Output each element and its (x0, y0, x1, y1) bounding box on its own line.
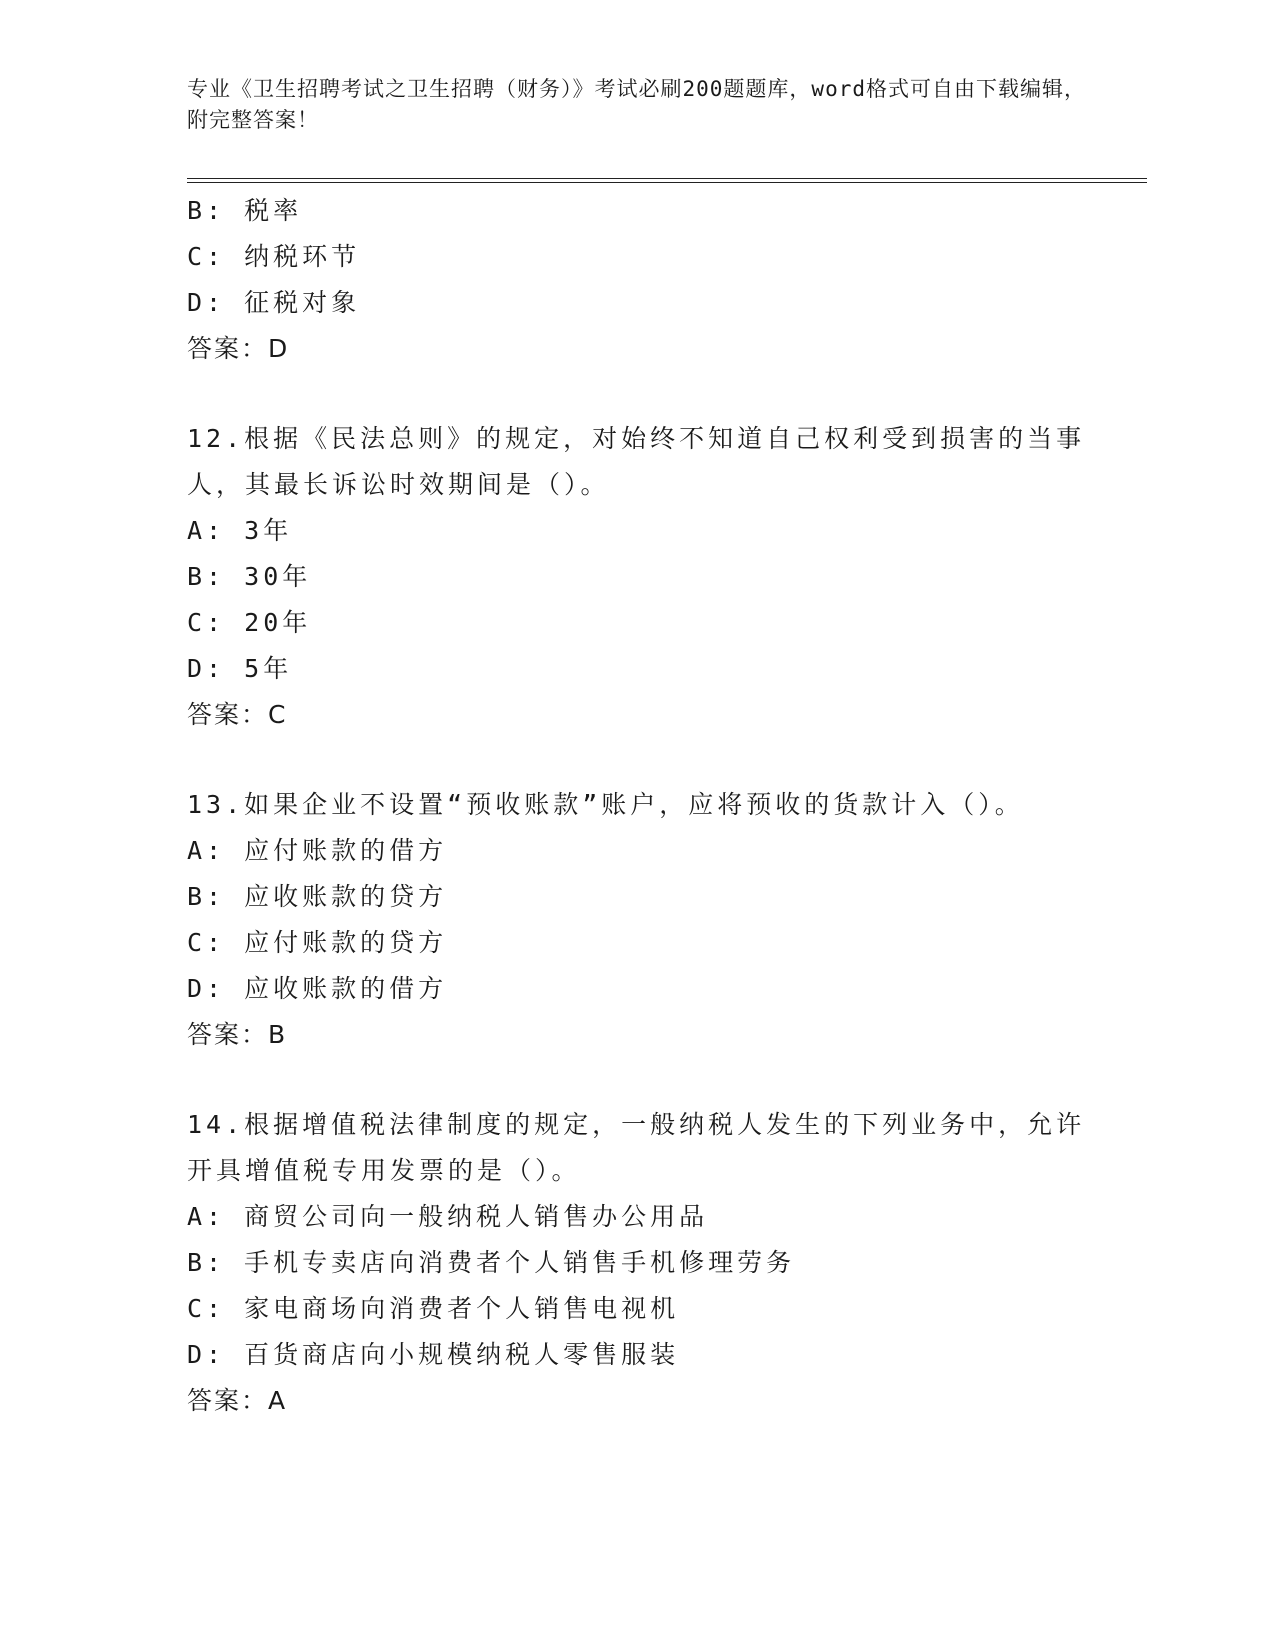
option-label: C: (187, 1294, 226, 1323)
option-label: B: (187, 1248, 226, 1277)
answer-line: 答案：D (187, 334, 290, 363)
spacer (187, 372, 1087, 416)
option-label: D: (187, 654, 226, 683)
option-text: 应收账款的借方 (244, 974, 448, 1003)
option-text: 20年 (244, 608, 312, 637)
option-text: 应付账款的借方 (244, 836, 448, 865)
answer-line: 答案：B (187, 1020, 288, 1049)
prev-question-block (187, 188, 1087, 372)
option-label: D: (187, 288, 226, 317)
option-label: C: (187, 928, 226, 957)
question-text: 14.根据增值税法律制度的规定，一般纳税人发生的下列业务中，允许开具增值税专用发票的是（）。 (187, 1110, 1086, 1185)
option-label: B: (187, 562, 226, 591)
question-block-13 (187, 782, 1087, 1058)
option-label: C: (187, 608, 226, 637)
option-label: D: (187, 1340, 226, 1369)
option-b (187, 1240, 1087, 1286)
option-c (187, 600, 1087, 646)
question-text: 12.根据《民法总则》的规定，对始终不知道自己权利受到损害的当事人，其最长诉讼时效期间是（）。 (187, 424, 1086, 499)
option-text: 应付账款的贷方 (244, 928, 448, 957)
answer-line: 答案：A (187, 1386, 288, 1415)
option-text: 手机专卖店向消费者个人销售手机修理劳务 (244, 1248, 796, 1277)
option-c (187, 920, 1087, 966)
spacer (187, 738, 1087, 782)
option-label: B: (187, 196, 226, 225)
option-c (187, 234, 1087, 280)
answer-line: 答案：C (187, 700, 288, 729)
option-text: 商贸公司向一般纳税人销售办公用品 (244, 1202, 709, 1231)
option-d (187, 280, 1087, 326)
option-text: 征税对象 (244, 288, 361, 317)
option-text: 纳税环节 (244, 242, 361, 271)
page-header-text: 专业《卫生招聘考试之卫生招聘（财务）》考试必刷200题题库，word格式可自由下载编辑，附完整答案！ (187, 77, 1086, 132)
option-d (187, 1332, 1087, 1378)
option-b (187, 188, 1087, 234)
question-block-14 (187, 1102, 1087, 1424)
option-text: 30年 (244, 562, 312, 591)
option-text: 家电商场向消费者个人销售电视机 (244, 1294, 680, 1323)
question-block-12 (187, 416, 1087, 738)
question-text: 13.如果企业不设置“预收账款”账户，应将预收的货款计入（）。 (187, 790, 1024, 819)
option-label: D: (187, 974, 226, 1003)
option-a (187, 1194, 1087, 1240)
option-label: A: (187, 516, 226, 545)
option-b (187, 554, 1087, 600)
option-label: C: (187, 242, 226, 271)
option-d (187, 646, 1087, 692)
option-text: 百货商店向小规模纳税人零售服装 (244, 1340, 680, 1369)
option-d (187, 966, 1087, 1012)
option-text: 应收账款的贷方 (244, 882, 448, 911)
option-text: 5年 (244, 654, 293, 683)
spacer (187, 1058, 1087, 1102)
header-divider (187, 178, 1147, 183)
option-b (187, 874, 1087, 920)
option-text: 3年 (244, 516, 293, 545)
option-label: B: (187, 882, 226, 911)
option-text: 税率 (244, 196, 303, 225)
option-c (187, 1286, 1087, 1332)
document-content (187, 188, 1087, 1424)
option-a (187, 508, 1087, 554)
option-label: A: (187, 836, 226, 865)
option-a (187, 828, 1087, 874)
option-label: A: (187, 1202, 226, 1231)
